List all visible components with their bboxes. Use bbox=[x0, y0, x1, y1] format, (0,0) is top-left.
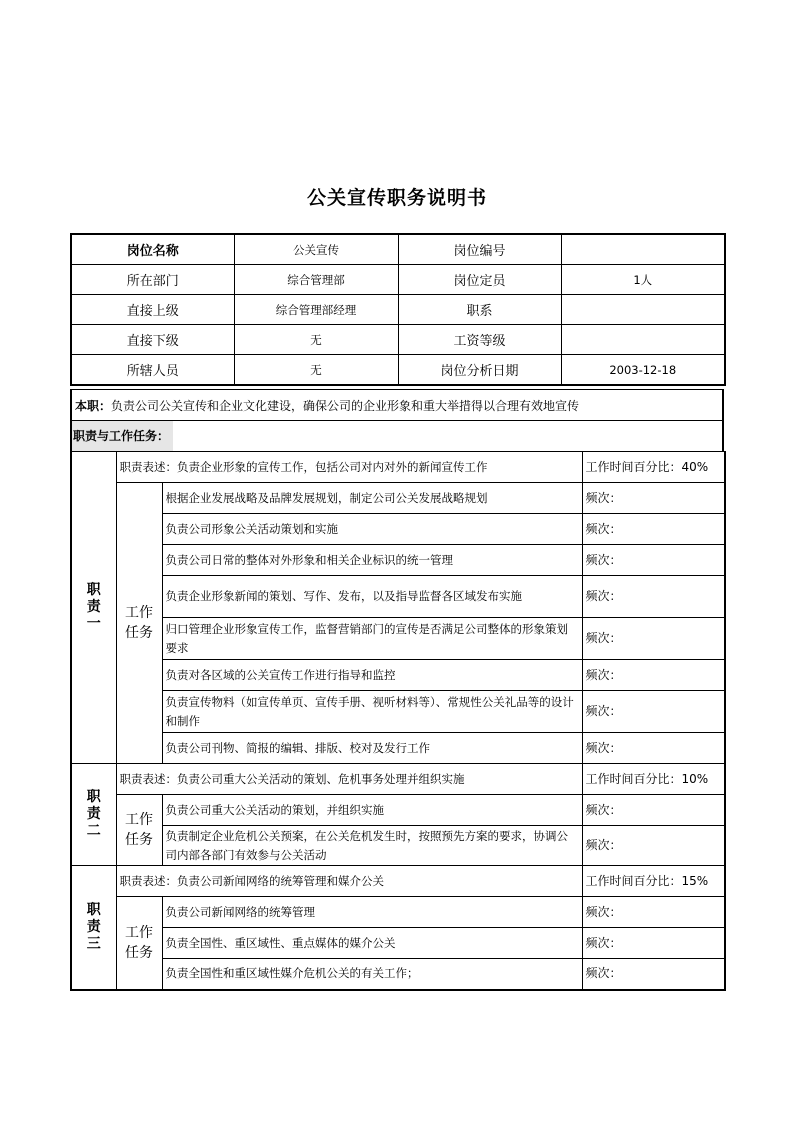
info-row bbox=[71, 265, 725, 295]
responsibility-1-label: 职 责 一 bbox=[71, 452, 116, 764]
position-no-label: 岗位编号 bbox=[398, 234, 561, 265]
info-row bbox=[71, 355, 725, 386]
task-frequency: 频次： bbox=[582, 733, 725, 764]
task-row bbox=[71, 691, 725, 733]
headcount-label: 岗位定员 bbox=[398, 265, 561, 295]
task-frequency: 频次： bbox=[582, 826, 725, 866]
info-row bbox=[71, 234, 725, 265]
job-summary-text: 负责公司公关宣传和企业文化建设，确保公司的企业形象和重大举措得以合理有效地宣传 bbox=[111, 398, 580, 413]
job-summary bbox=[71, 390, 723, 421]
task-frequency: 频次： bbox=[582, 514, 725, 545]
task-row bbox=[71, 959, 725, 990]
task-row bbox=[71, 826, 725, 866]
task-text: 负责全国性和重区域性媒介危机公关的有关工作； bbox=[162, 959, 582, 990]
task-row bbox=[71, 733, 725, 764]
task-frequency: 频次： bbox=[582, 897, 725, 928]
task-row bbox=[71, 483, 725, 514]
task-frequency: 频次： bbox=[582, 959, 725, 990]
task-frequency: 频次： bbox=[582, 691, 725, 733]
analysis-date-label: 岗位分析日期 bbox=[398, 355, 561, 386]
task-text: 负责宣传物料（如宣传单页、宣传手册、视听材料等）、常规性公关礼品等的设计和制作 bbox=[162, 691, 582, 733]
task-text: 归口管理企业形象宣传工作，监督营销部门的宣传是否满足公司整体的形象策划要求 bbox=[162, 618, 582, 660]
analysis-date-value: 2003-12-18 bbox=[561, 355, 725, 386]
task-row bbox=[71, 576, 725, 618]
position-name-label: 岗位名称 bbox=[71, 234, 234, 265]
responsibility-3-time-percent: 工作时间百分比：15% bbox=[582, 866, 725, 897]
responsibility-3-description: 职责表述：负责公司新闻网络的统筹管理和媒介公关 bbox=[116, 866, 582, 897]
position-no-value bbox=[561, 234, 725, 265]
summary-table bbox=[70, 389, 724, 452]
task-text: 负责公司重大公关活动的策划，并组织实施 bbox=[162, 795, 582, 826]
job-family-value bbox=[561, 295, 725, 325]
department-value: 综合管理部 bbox=[234, 265, 398, 295]
task-text: 负责公司刊物、简报的编辑、排版、校对及发行工作 bbox=[162, 733, 582, 764]
task-row bbox=[71, 545, 725, 576]
position-name-value: 公关宣传 bbox=[234, 234, 398, 265]
responsibility-2-description: 职责表述：负责公司重大公关活动的策划、危机事务处理并组织实施 bbox=[116, 764, 582, 795]
task-frequency: 频次： bbox=[582, 576, 725, 618]
work-tasks-label: 工作 任务 bbox=[116, 483, 162, 764]
salary-grade-value bbox=[561, 325, 725, 355]
duties-table bbox=[70, 451, 726, 991]
work-tasks-label: 工作 任务 bbox=[116, 897, 162, 990]
work-tasks-label: 工作 任务 bbox=[116, 795, 162, 866]
supervised-label: 所辖人员 bbox=[71, 355, 234, 386]
duties-heading: 职责与工作任务： bbox=[72, 421, 173, 451]
basic-info-table bbox=[70, 233, 726, 386]
task-row bbox=[71, 928, 725, 959]
superior-label: 直接上级 bbox=[71, 295, 234, 325]
task-frequency: 频次： bbox=[582, 795, 725, 826]
duty-desc-row bbox=[71, 452, 725, 483]
task-text: 负责公司日常的整体对外形象和相关企业标识的统一管理 bbox=[162, 545, 582, 576]
task-text: 负责制定企业危机公关预案，在公关危机发生时，按照预先方案的要求，协调公司内部各部门有效参与公关活动 bbox=[162, 826, 582, 866]
headcount-value: 1人 bbox=[561, 265, 725, 295]
task-frequency: 频次： bbox=[582, 483, 725, 514]
responsibility-1-time-percent: 工作时间百分比：40% bbox=[582, 452, 725, 483]
info-row bbox=[71, 295, 725, 325]
task-text: 负责全国性、重区域性、重点媒体的媒介公关 bbox=[162, 928, 582, 959]
subordinate-label: 直接下级 bbox=[71, 325, 234, 355]
subordinate-value: 无 bbox=[234, 325, 398, 355]
supervised-value: 无 bbox=[234, 355, 398, 386]
responsibility-2-time-percent: 工作时间百分比：10% bbox=[582, 764, 725, 795]
job-summary-label: 本职： bbox=[75, 398, 112, 413]
superior-value: 综合管理部经理 bbox=[234, 295, 398, 325]
task-frequency: 频次： bbox=[582, 660, 725, 691]
task-text: 根据企业发展战略及品牌发展规划，制定公司公关发展战略规划 bbox=[162, 483, 582, 514]
task-row bbox=[71, 795, 725, 826]
page-title: 公关宣传职务说明书 bbox=[306, 187, 487, 209]
duty-desc-row bbox=[71, 866, 725, 897]
department-label: 所在部门 bbox=[71, 265, 234, 295]
responsibility-3-label: 职 责 三 bbox=[71, 866, 116, 990]
task-frequency: 频次： bbox=[582, 545, 725, 576]
task-row bbox=[71, 897, 725, 928]
task-frequency: 频次： bbox=[582, 928, 725, 959]
task-text: 负责对各区域的公关宣传工作进行指导和监控 bbox=[162, 660, 582, 691]
task-text: 负责企业形象新闻的策划、写作、发布，以及指导监督各区域发布实施 bbox=[162, 576, 582, 618]
duty-desc-row bbox=[71, 764, 725, 795]
task-row bbox=[71, 514, 725, 545]
task-row bbox=[71, 660, 725, 691]
task-frequency: 频次： bbox=[582, 618, 725, 660]
responsibility-1-description: 职责表述：负责企业形象的宣传工作，包括公司对内对外的新闻宣传工作 bbox=[116, 452, 582, 483]
info-row bbox=[71, 325, 725, 355]
task-text: 负责公司形象公关活动策划和实施 bbox=[162, 514, 582, 545]
salary-grade-label: 工资等级 bbox=[398, 325, 561, 355]
task-row bbox=[71, 618, 725, 660]
task-text: 负责公司新闻网络的统筹管理 bbox=[162, 897, 582, 928]
job-family-label: 职系 bbox=[398, 295, 561, 325]
responsibility-2-label: 职 责 二 bbox=[71, 764, 116, 866]
